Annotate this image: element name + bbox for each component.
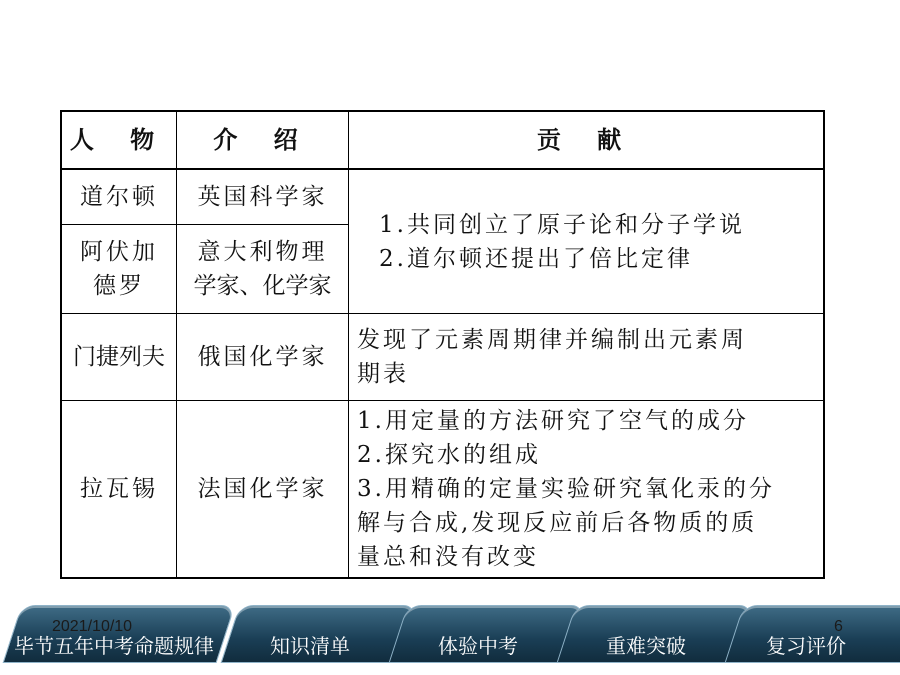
table-row — [61, 314, 824, 401]
contribution-cell — [349, 314, 825, 401]
nav-button-review[interactable]: 复习评价 — [766, 634, 846, 658]
person-line: 德罗 — [93, 273, 145, 299]
person-cell — [61, 225, 177, 314]
table-row — [61, 169, 824, 225]
slide-number: 6 — [834, 618, 843, 635]
header-contribution: 贡 献 — [349, 111, 825, 169]
contribution-line: 发现了元素周期律并编制出元素周 — [357, 327, 747, 353]
nav-button-pattern[interactable]: 毕节五年中考命题规律 — [14, 634, 214, 658]
intro-line: 学家、化学家 — [193, 273, 332, 299]
table-header-row — [61, 111, 824, 169]
contribution-line: 2.道尔顿还提出了倍比定律 — [379, 245, 693, 272]
nav-button-breakthrough[interactable]: 重难突破 — [606, 634, 686, 658]
scientists-table — [60, 110, 825, 579]
contribution-line: 1.共同创立了原子论和分子学说 — [379, 211, 745, 238]
person-line: 阿伏加 — [80, 239, 158, 265]
intro-cell: 英国科学家 — [177, 169, 349, 225]
nav-button-knowledge[interactable]: 知识清单 — [270, 634, 350, 658]
shared-contribution-cell — [349, 169, 825, 314]
person-cell: 道尔顿 — [61, 169, 177, 225]
header-person: 人 物 — [61, 111, 177, 169]
contribution-line: 2.探究水的组成 — [357, 442, 541, 468]
table-row — [61, 401, 824, 579]
nav-button-exam[interactable]: 体验中考 — [438, 634, 518, 658]
header-intro: 介 绍 — [177, 111, 349, 169]
intro-cell: 俄国化学家 — [177, 314, 349, 401]
contribution-cell — [349, 401, 825, 579]
slide-date: 2021/10/10 — [52, 618, 133, 635]
contribution-line: 1.用定量的方法研究了空气的成分 — [357, 408, 749, 434]
intro-cell: 法国化学家 — [177, 401, 349, 579]
contribution-line: 解与合成,发现反应前后各物质的质 — [357, 510, 758, 536]
intro-line: 意大利物理 — [197, 239, 328, 265]
contribution-line: 期表 — [357, 361, 409, 387]
person-cell: 拉瓦锡 — [61, 401, 177, 579]
person-cell: 门捷列夫 — [61, 314, 177, 401]
intro-cell — [177, 225, 349, 314]
contribution-line: 量总和没有改变 — [357, 544, 539, 570]
contribution-line: 3.用精确的定量实验研究氧化汞的分 — [357, 476, 775, 502]
